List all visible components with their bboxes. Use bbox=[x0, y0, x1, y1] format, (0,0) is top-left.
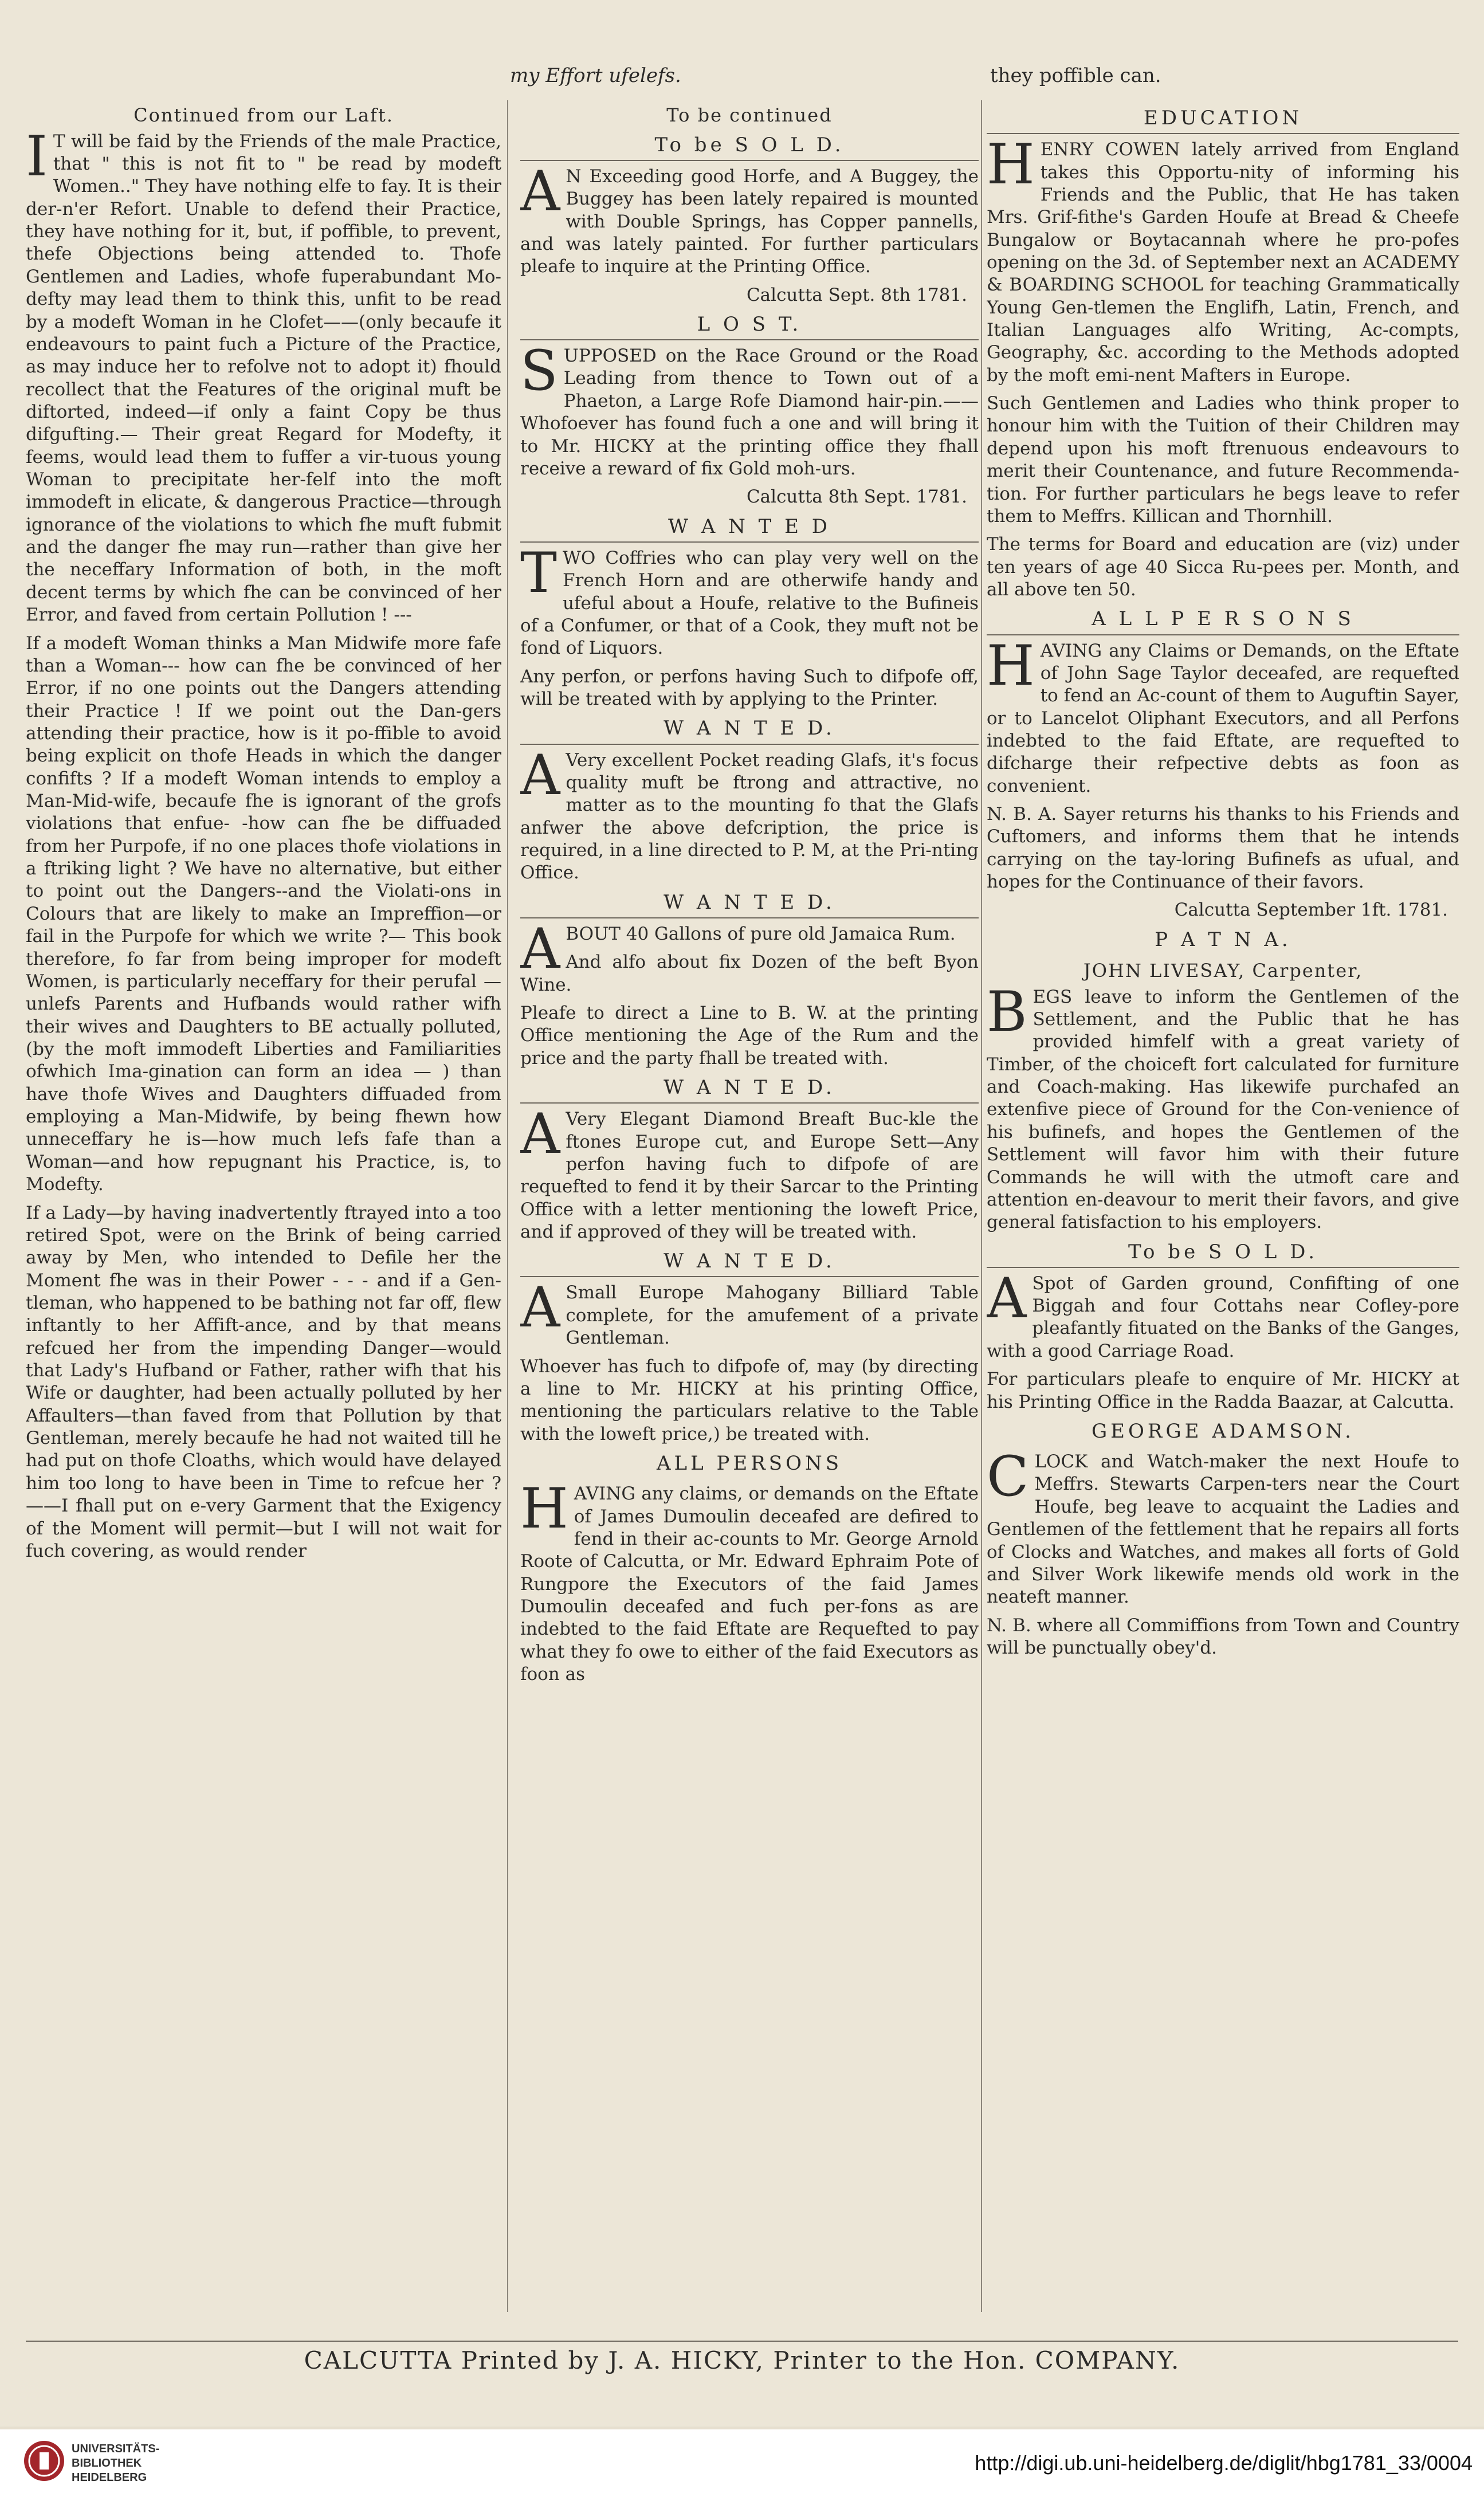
to-be-continued: To be continued bbox=[666, 104, 833, 126]
ad-body: TWO Coffries who can play very well on the French Horn and are otherwife handy and ufeful about a Houfe, relative to the Bufineis of a Confumer, or that of a Cook, they muft not be fond of Liquors. bbox=[520, 540, 979, 659]
ad-heading-patna: P A T N A. bbox=[1155, 928, 1291, 951]
library-branding-bar bbox=[0, 2429, 1484, 2493]
ad-body: AVery excellent Pocket reading Glafs, it's focus quality muft be ftrong and attractive, no matter as to the mounting fo that the Glafs anfwer the above defcription, the price is required, in a line directed to P. M, at the Pri-nting Office. bbox=[520, 743, 979, 884]
ad-body: AVery Elegant Diamond Breaft Buc-kle the ftones Europe cut, and Europe Sett—Any perfon having fuch to difpofe of are requefted to fend it by their Sarcar to the Printing Office with a letter mentioning the loweft Price, and if approved of they will be treated with. bbox=[520, 1102, 979, 1242]
ad-body: The terms for Board and education are (viz) under ten years of age 40 Sicca Ru-pees per. Month, and all above ten 50. bbox=[987, 534, 1459, 600]
ad-signature: Calcutta Sept. 8th 1781. bbox=[746, 284, 967, 305]
column-rule bbox=[981, 100, 982, 2312]
ad-body: SUPPOSED on the Race Ground or the Road Leading from thence to Town out of a Phaeton, a Large Rofe Diamond hair-pin.——Whofoever has found fuch a one and will bring it to Mr. HICKY at the printing office they fhall receive a reward of fix Gold moh-urs. bbox=[520, 339, 979, 479]
column-1 bbox=[26, 100, 501, 2318]
library-name: UNIVERSITÄTS- BIBLIOTHEK HEIDELBERG bbox=[72, 2443, 160, 2484]
ad-signature: Calcutta September 1ft. 1781. bbox=[1174, 900, 1448, 921]
article-paragraph: If a Lady—by having inadvertently ftrayed into a too retired Spot, were on the Brink of being carried away by Men, who intended to Defile her the Moment fhe was in their Power - - - and if a Gen-tleman, who happened to be bathing not far off, flew inftantly to her Affift-ance, and by that means refcued her from the impending Danger—would that Lady's Hufband or Father, rather wifh that his Wife or daughter, had been actually polluted by her Affaulters—than faved from that Pollution by that Gentleman, merely becaufe he had not waited till he had put on thofe Cloaths, which would have delayed him too long to have been in Time to refcue her ?——I fhall put on e-very Garment that the Exigency of the Moment will permit—but I will not wait for fuch covering, as would render bbox=[26, 1202, 501, 1561]
ad-body: ASmall Europe Mahogany Billiard Table complete, for the amufement of a private Gentleman. bbox=[520, 1275, 979, 1349]
ad-heading-wanted: W A N T E D. bbox=[520, 1249, 979, 1277]
ad-heading-george-adamson: GEORGE ADAMSON. bbox=[1092, 1419, 1355, 1443]
ad-body: BEGS leave to inform the Gentlemen of the Settlement, and the Public that he has provided himfelf with a great variety of Timber, of the choiceft fort calculated for furniture and Coach-making. Has likewife purchafed an extenfive piece of Ground for the Con-venience of his bufinefs, and hopes the Gentlemen of the Settlement will favor him with their future Commands he will with the utmoft care and attention en-deavour to merit their favors, and give general fatisfaction to his employers. bbox=[987, 979, 1459, 1233]
ad-body: Whoever has fuch to difpofe of, may (by directing a line to Mr. HICKY at his printing Office, mentioning the particulars relative to the Table with the loweft price,) be treated with. bbox=[520, 1356, 979, 1444]
ad-body: For particulars pleafe to enquire of Mr. HICKY at his Printing Office in the Radda Baazar, at Calcutta. bbox=[987, 1369, 1459, 1412]
ad-body: HAVING any Claims or Demands, on the Eftate of John Sage Taylor deceafed, are requefted to fend an Ac-count of them to Auguftin Sayer, or to Lancelot Oliphant Executors, and all Perfons indebted to the faid Eftate, are requefted to difcharge their refpective debts as foon as convenient. bbox=[987, 633, 1459, 796]
ad-heading-wanted: W A N T E D. bbox=[520, 1075, 979, 1104]
ad-heading-all-persons: A L L P E R S O N S bbox=[987, 607, 1459, 635]
ad-heading-lost: L O S T. bbox=[520, 312, 979, 340]
ad-body: Any perfon, or perfons having Such to difpofe off, will be treated with by applying to the Printer. bbox=[520, 666, 979, 709]
ad-body: ASpot of Garden ground, Confifting of one Biggah and four Cottahs near Cofley-pore pleafantly fituated on the Banks of the Ganges, with a good Carriage Road. bbox=[987, 1266, 1459, 1361]
university-seal-icon bbox=[23, 2440, 65, 2482]
ad-body: And alfo about fix Dozen of the beft Byon Wine. bbox=[520, 952, 979, 995]
ad-heading-wanted: W A N T E D. bbox=[520, 890, 979, 918]
column-2 bbox=[520, 100, 979, 2318]
column-rule bbox=[507, 100, 508, 2312]
imprint-footer: CALCUTTA Printed by J. A. HICKY, Printer to the Hon. COMPANY. bbox=[26, 2341, 1458, 2374]
ad-body: ABOUT 40 Gallons of pure old Jamaica Rum. bbox=[520, 916, 956, 981]
ad-heading-wanted: W A N T E D bbox=[520, 515, 979, 543]
column-3 bbox=[987, 100, 1459, 2318]
ad-heading-all-persons: ALL PERSONS bbox=[656, 1452, 843, 1475]
ad-body: N. B. where all Commiffions from Town and Country will be punctually obey'd. bbox=[987, 1615, 1459, 1658]
ad-heading-sold: To be S O L D. bbox=[520, 133, 979, 161]
ad-body: Such Gentlemen and Ladies who think proper to honour him with the Tuition of their Children may depend upon his moft ftrenuous endeavours to merit their Countenance, and future Recommenda-tion. For further particulars he begs leave to refer them to Meffrs. Killican and Thornhill. bbox=[987, 393, 1459, 527]
ad-body: Pleafe to direct a Line to B. W. at the printing Office mentioning the Age of the Rum and the price and the party fhall be treated with. bbox=[520, 1002, 979, 1069]
top-fragment-col2: my Effort ufelefs. bbox=[510, 64, 681, 87]
ad-heading-education: EDUCATION bbox=[987, 106, 1459, 134]
ad-body: CLOCK and Watch-maker the next Houfe to Meffrs. Stewarts Carpen-ters near the Court Houfe, beg leave to acquaint the Ladies and Gentlemen of the fettlement that he repairs all forts of Clocks and Watches, and makes all forts of Gold and Silver Work likewife mends old work in the neateft manner. bbox=[987, 1444, 1459, 1608]
article-paragraph: If a modeft Woman thinks a Man Midwife more fafe than a Woman--- how can fhe be convinced of her Error, if no one points out the Dangers attending their Practice ! If we point out the Dan-gers attending their practice, how is it po-ffible to avoid being explicit on thofe Heads in which the danger confifts ? If a modeft Woman intends to employ a Man-Mid-wife, becaufe fhe is ignorant of the grofs violations that enfue- -how can fhe be diffuaded from her Purpofe, if no one places thofe violations in a ftriking light ? We have no alternative, but either to point out the Dangers--and the Violati-ons in Colours that are likely to make an Impreffion—or fail in the Purpofe for which we write ?— This book therefore, fo far from being improper for modeft Women, is particularly neceffary for their perufal —unlefs Parents and Hufbands would rather wifh their wives and Daughters to BE actually polluted, (by the moft immodeft Liberties and Familiarities ofwhich Ima-gination can form an idea — ) than have thofe Wives and Daughters diffuaded from employing a Man-Midwife, by being fhewn how unneceffary he is—how much lefs fafe than a Woman—and how repugnant his Practice, is, to Modefty. bbox=[26, 633, 501, 1195]
source-url-link[interactable]: http://digi.ub.uni-heidelberg.de/diglit/hbg1781_33/0004 bbox=[975, 2451, 1473, 2475]
ad-body: HENRY COWEN lately arrived from England takes this Opportu-nity of informing his Friends and the Public, that He has taken Mrs. Grif-fithe's Garden Houfe at Bread & Cheefe Bungalow or Boytacannah where he pro-pofes opening on the 3d. of September next an ACADEMY & BOARDING SCHOOL for teaching Grammatically Young Gen-tlemen the Englifh, Latin, French, and Italian Languages alfo Writing, Ac-compts, Geography, &c. according to the Methods adopted by the moft emi-nent Mafters in Europe. bbox=[987, 132, 1459, 386]
ad-subheading: JOHN LIVESAY, Carpenter, bbox=[1083, 960, 1363, 982]
ad-signature: Calcutta 8th Sept. 1781. bbox=[746, 486, 967, 508]
article-paragraph: IT will be faid by the Friends of the male Practice, that " this is not fit to " be read by modeft Women.." They have nothing elfe to fay. It is their der-n'er Refort. Unable to defend their Practice, they have nothing for it, but, if poffible, to prevent, thefe Objections being attended to. Thofe Gentlemen and Ladies, whofe fuperabundant Mo-defty may lead them to think this, unfit to be read by a modeft Woman in he Clofet——(only becaufe it endeavours to paint fuch a Picture of the Practice, as may induce her to refolve not to adopt it) fhould recollect that the Features of the original muft be diftorted, indeed—if only a faint Copy be thus difgufting.— Their great Regard for Modefty, it feems, would lead them to fuffer a vir-tuous young Woman to precipitate her-felf into the moft immodeft in elicate, & dangerous Practice—through ignorance of the violations to which fhe muft fubmit and the danger fhe may run—rather than give her the neceffary Information of both, in the moft decent terms by which fhe can be convinced of her Error, and faved from certain Pollution ! --- bbox=[26, 124, 501, 626]
ad-body: HAVING any claims, or demands on the Eftate of James Dumoulin deceafed are defired to fend in their ac-counts to Mr. George Arnold Roote of Calcutta, or Mr. Edward Ephraim Pote of Rungpore the Executors of the faid James Dumoulin deceafed and fuch per-fons as are indebted to the faid Eftate are Requefted to pay what they fo owe to either of the faid Executors as foon as bbox=[520, 1477, 979, 1685]
top-fragment-col3: they poffible can. bbox=[990, 64, 1161, 87]
ad-heading-wanted: W A N T E D. bbox=[520, 716, 979, 744]
ad-body: AN Exceeding good Horfe, and A Buggey, the Buggey has been lately repaired is mounted with Double Springs, has Copper pannells, and was lately painted. For further particulars pleafe to inquire at the Printing Office. bbox=[520, 159, 979, 277]
ad-body: N. B. A. Sayer returns his thanks to his Friends and Cuftomers, and informs them that he intends carrying on the tay-loring Bufinefs as ufual, and hopes for the Continuance of their favors. bbox=[987, 804, 1459, 893]
ad-heading-sold: To be S O L D. bbox=[987, 1240, 1459, 1268]
continued-note: Continued from our Laft. bbox=[134, 104, 394, 126]
